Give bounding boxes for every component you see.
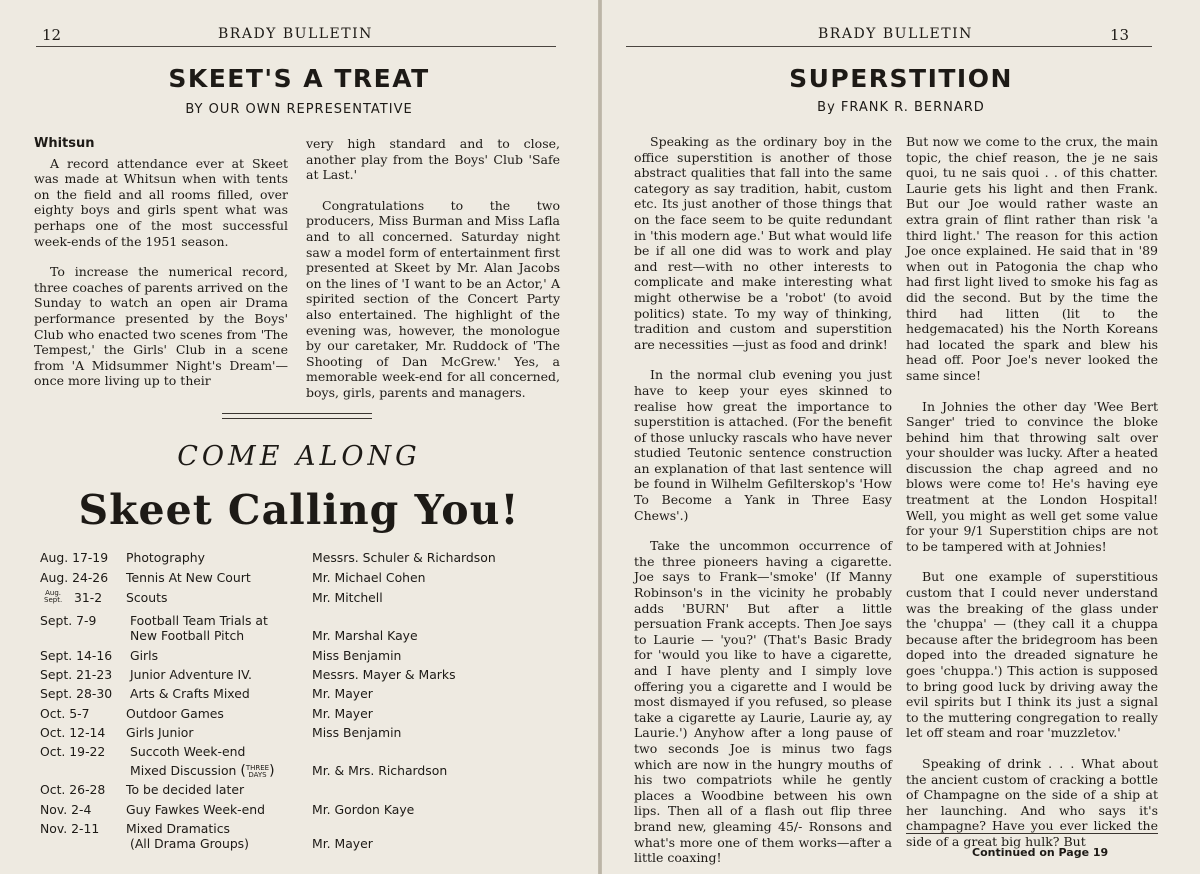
paragraph: very high standard and to close, another play from the Boys' Club 'Safe at Last.' — [306, 136, 560, 183]
paragraph: To increase the numerical record, three coaches of parents arrived on the Sunday to watch an open air Drama performance presented by the Boys' Club who enacted two scenes from 'The Tempest,' the Girls' Club in a scene from 'A Midsummer Night's Dream'—once more living up to their — [34, 264, 288, 389]
divider-rule-1 — [222, 413, 372, 414]
right-page — [602, 0, 1200, 874]
superstition-column-2 — [906, 134, 1158, 865]
schedule-event: Football Team Trials at — [130, 613, 268, 628]
page-number-right: 13 — [1110, 26, 1130, 44]
paragraph: Take the uncommon occurrence of the three pioneers having a cigarette. Joe says to Frank—'smoke' (If Manny Robinson's in the vicinity he probably adds 'BURN' But after a little persuation Frank accepts. Then Joe says to Laurie — 'you?' (That's Basic Brady for 'would you like to have a cigarette, and I have plenty and I simply love offering you a cigarette and I would be most dismayed if you refused, so please take a cigarette ay Laurie, Laurie ay, ay Laurie.') Anyhow after a long pause of two seconds Joe is minus two fags which are now in the hungry mouths of his two compatriots while he gently places a Woodbine between his own lips. Then all of a flash out flip three brand new, gleaming 45/- Ronsons and what's more one of them works—after a little coaxing! — [634, 538, 892, 866]
come-along-heading: COME ALONG — [177, 441, 421, 472]
date-prefix-line: Sept. — [44, 595, 63, 604]
schedule-leader: Miss Benjamin — [312, 648, 402, 663]
left-page — [0, 0, 598, 874]
superstition-column-1 — [634, 134, 892, 874]
divider-rule-2 — [222, 418, 372, 419]
schedule-event: Girls — [130, 648, 159, 663]
schedule-date: Oct. 5-7 — [40, 706, 90, 721]
skeet-column-1 — [34, 136, 288, 404]
paragraph: In the normal club evening you just have to keep your eyes skinned to realise how great the importance to superstition is attached. (For the benefit of those unlucky rascals who have never studied Teutonic sentence construction an explanation of that last sentence will be found in Wilhelm Gefilterskop's 'How To Become a Yank in Three Easy Chews'.) — [634, 367, 892, 523]
schedule-event: Succoth Week-end — [130, 744, 246, 759]
schedule-leader: Mr. Mayer — [312, 706, 373, 721]
schedule-event-line2 — [130, 763, 275, 779]
schedule-event: Mixed Dramatics — [126, 821, 230, 836]
three-days-note — [246, 765, 269, 779]
date-prefix-line: Aug. — [45, 588, 62, 597]
page-number-left: 12 — [42, 26, 62, 44]
schedule-date: Aug. 17-19 — [40, 550, 109, 565]
schedule-event: Junior Adventure IV. — [130, 667, 252, 682]
schedule-event-line2: (All Drama Groups) — [130, 836, 249, 851]
schedule-date: Sept. 14-16 — [40, 648, 113, 663]
date-prefix-aug-sept — [44, 590, 62, 604]
byline-skeet: BY OUR OWN REPRESENTATIVE — [185, 102, 413, 117]
schedule-date: Sept. 21-23 — [40, 667, 113, 682]
schedule-date: Nov. 2-11 — [40, 821, 100, 836]
paren-open: ( — [240, 763, 246, 779]
schedule-event: Guy Fawkes Week-end — [126, 802, 265, 817]
schedule-date: Oct. 12-14 — [40, 725, 106, 740]
schedule-event: Tennis At New Court — [126, 570, 251, 585]
header-rule-left — [36, 46, 556, 47]
continued-on-page: Continued on Page 19 — [972, 846, 1109, 859]
schedule-leader: Miss Benjamin — [312, 725, 402, 740]
header-rule-right — [626, 46, 1152, 47]
schedule-leader: Mr. Mayer — [312, 836, 373, 851]
schedule-date: Oct. 26-28 — [40, 782, 106, 797]
skeet-column-2 — [306, 136, 560, 416]
running-head-right: BRADY BULLETIN — [818, 26, 973, 42]
skeet-calling-heading: Skeet Calling You! — [78, 486, 520, 534]
schedule-event: Outdoor Games — [126, 706, 224, 721]
schedule-date: Sept. 7-9 — [40, 613, 97, 628]
paragraph: But one example of superstitious custom that I could never understand was the breaking of the glass under the 'chuppa' — (they call it a chuppa because after the bridegroom has been doped into the dreaded signature he goes 'chuppa.') This action is supposed to bring good luck by driving away the evil spirits but I think its just a signal to the muttering congregation to really let off steam and roar 'muzzletov.' — [906, 569, 1158, 741]
schedule-event-text: Mixed Discussion — [130, 763, 237, 778]
section-heading-whitsun: Whitsun — [34, 136, 95, 151]
schedule-leader: Messrs. Schuler & Richardson — [312, 550, 496, 565]
paren-close: ) — [269, 763, 275, 779]
note-line: DAYS — [248, 770, 267, 779]
schedule-event: Arts & Crafts Mixed — [130, 686, 250, 701]
paragraph: In Johnies the other day 'Wee Bert Sanger' tried to convince the bloke behind him that throwing salt over your shoulder was lucky. After a heated discussion the chap agreed and no blows were come to! He's having eye treatment at the London Hospital! Well, you might as well get some value for your 9/1 Superstition chips are not to be tampered with at Johnies! — [906, 398, 1158, 554]
schedule-leader: Mr. & Mrs. Richardson — [312, 763, 448, 778]
schedule-event-line2: New Football Pitch — [130, 628, 245, 643]
schedule-date-prefix — [44, 588, 62, 604]
schedule-leader: Mr. Gordon Kaye — [312, 802, 415, 817]
note-line: THREE — [245, 763, 270, 772]
running-head-left: BRADY BULLETIN — [218, 26, 373, 42]
paragraph: But now we come to the crux, the main topic, the chief reason, the je ne sais quoi, tu ne sais quoi . . of this chatter. Laurie gets his light and then Frank. But our Joe would rather waste an extra grain of flint rather than risk 'a third light.' The reason for this action Joe once explained. He said that in '89 when out in Patogonia the chap who had first light lived to smoke his fag as did the second. But by the time the third had litten (lit to the hedgemacated) his the North Koreans had located the spark and blew his head off. Poor Joe's never looked the same since! — [906, 134, 1158, 383]
schedule-leader: Mr. Mitchell — [312, 590, 383, 605]
continued-rule — [906, 833, 1158, 834]
paragraph: Speaking as the ordinary boy in the office superstition is another of those abstract qualities that fall into the same category as say tradition, habit, custom etc. Its just another of those things that on the face seem to be quite redundant in 'this modern age.' But what would life be if all one did was to work and play and rest—with no other interests to complicate and make interesting what might otherwise be a 'robot' (to avoid politics) state. To my way of thinking, tradition and custom and superstition are necessities —just as food and drink! — [634, 134, 892, 352]
paragraph: A record attendance ever at Skeet was made at Whitsun when with tents on the field and all rooms filled, over eighty boys and girls spent what was perhaps one of the most successful week-ends of the 1951 season. — [34, 155, 288, 249]
schedule-date: Oct. 19-22 — [40, 744, 106, 759]
byline-superstition: By FRANK R. BERNARD — [817, 100, 985, 115]
schedule-event: Scouts — [126, 590, 168, 605]
schedule-date: Nov. 2-4 — [40, 802, 92, 817]
paragraph: Speaking of drink . . . What about the ancient custom of cracking a bottle of Champagne on the side of a ship at her launching. And who says it's champagne? Have you ever licked the side of a great big hulk? But — [906, 755, 1158, 849]
schedule-date: Sept. 28-30 — [40, 686, 113, 701]
schedule-leader: Messrs. Mayer & Marks — [312, 667, 456, 682]
article-title-skeet: SKEET'S A TREAT — [168, 64, 430, 93]
schedule-event: Girls Junior — [126, 725, 194, 740]
schedule-leader: Mr. Mayer — [312, 686, 373, 701]
schedule-event: To be decided later — [126, 782, 245, 797]
schedule-date: Aug. 24-26 — [40, 570, 109, 585]
article-title-superstition: SUPERSTITION — [789, 64, 1013, 93]
schedule-leader: Mr. Marshal Kaye — [312, 628, 418, 643]
schedule-date: 31-2 — [74, 590, 103, 605]
paragraph: Congratulations to the two producers, Miss Burman and Miss Lafla and to all concerned. Saturday night saw a model form of entertainment first presented at Skeet by Mr. Alan Jacobs on the lines of 'I want to be an Actor,' A spirited section of the Concert Party also entertained. The highlight of the evening was, however, the monologue by our caretaker, Mr. Ruddock of 'The Shooting of Dan McGrew.' Yes, a memorable week-end for all concerned, boys, girls, parents and managers. — [306, 197, 560, 400]
schedule-leader: Mr. Michael Cohen — [312, 570, 426, 585]
schedule-event: Photography — [126, 550, 205, 565]
